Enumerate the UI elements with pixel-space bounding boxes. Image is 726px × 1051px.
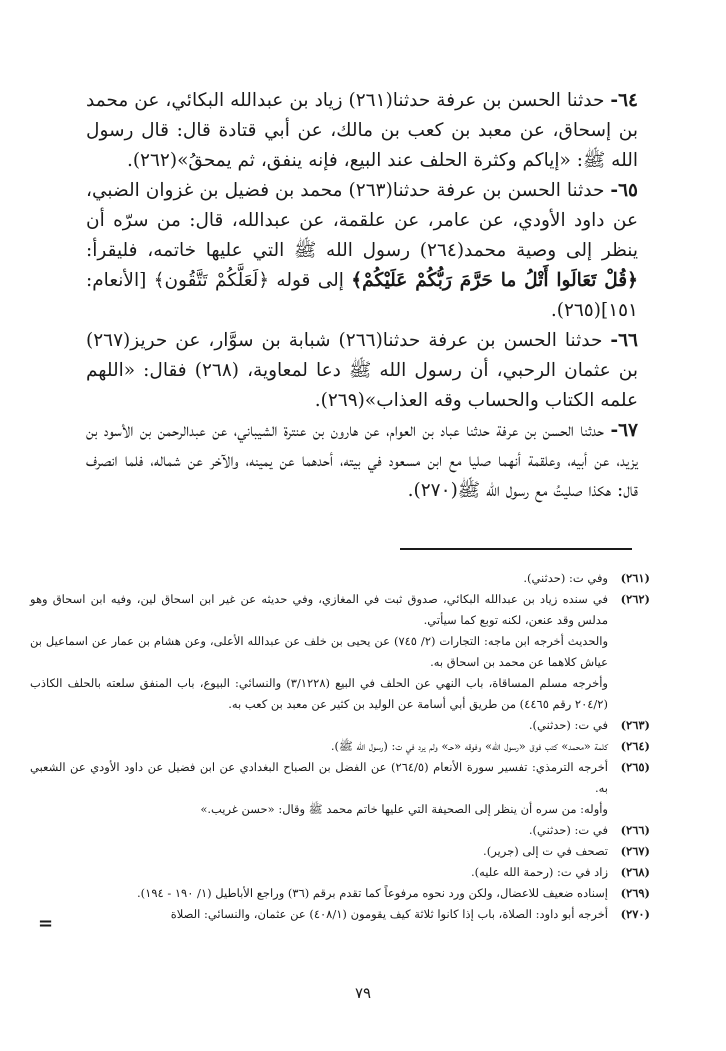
hadith-text: حدثنا الحسن بن عرفة حدثنا(٢٦٦) شبابة بن سوَّار، عن حريز(٢٦٧) بن عثمان الرحبي، أن رسول الله ﷺ دعا لمعاوية، (٢٦٨) فقال: «اللهم علمه الكتاب والحساب وقه العذاب»(٢٦٩). (86, 330, 638, 411)
hadith-67 (86, 416, 638, 506)
footnote-text: في ت: (حدثني). (528, 823, 608, 837)
hadith-text: حدثنا الحسن بن عرفة حدثنا(٢٦١) زياد بن عبدالله البكائي، عن محمد بن إسحاق، عن معبد بن كعب بن مالك، عن أبي قتادة قال: قال رسول الله ﷺ: «إياكم وكثرة الحلف عند البيع، فإنه ينفق، ثم يمحقُ»(٢٦٢). (86, 90, 638, 171)
footnote-text: وأخرجه مسلم المساقاة، باب النهي عن الحلف في البيع (٣/١٢٢٨) والنسائي: البيوع، باب المنفق سلعته بالحلف الكاذب (٢٠٤/٢ رقم ٤٤٦٥) من طريق أبي أسامة عن الوليد بن كثير عن معبد بن كعب به. (30, 676, 608, 711)
footnote-text: إسناده ضعيف للاعضال، ولكن ورد نحوه مرفوعاً كما تقدم برقم (٣٦) وراجع الأباطيل (١/ ١٩٠ - ١٩٤). (136, 886, 608, 900)
page-number: ٧٩ (354, 984, 372, 1002)
footnote-266 (30, 820, 650, 841)
footnote-text: زاد في ت: (رحمة الله عليه). (470, 865, 608, 879)
footnote-number: (٢٦٥) (620, 760, 650, 774)
footnote-divider (400, 548, 632, 550)
hadith-number: ٦٥- (610, 180, 638, 201)
footnote-text: وأوله: من سره أن ينظر إلى الصحيفة التي عليها خاتم محمد ﷺ وقال: «حسن غريب.» (200, 802, 608, 816)
footnote-text: أخرجه الترمذي: تفسير سورة الأنعام (٢٦٤/٥) عن الفضل بن الصباح البغدادي عن ابن فضيل عن داود الأودي عن الشعبي به. (30, 760, 608, 795)
footnote-number: (٢٦٢) (620, 592, 650, 606)
footnote-text: كلمة «محمد» كتب فوق «رسول الله» وفوقه «حـ» ولم يرد في ت: (رسول الله ﷺ). (330, 739, 608, 753)
footnote-text: أخرجه أبو داود: الصلاة، باب إذا كانوا ثلاثة كيف يقومون (٤٠٨/١) عن عثمان، والنسائي: الصلاة (170, 907, 608, 921)
footnote-261 (30, 568, 650, 589)
footnote-number: (٢٦٨) (620, 865, 650, 879)
footnote-267 (30, 841, 650, 862)
footnote-262-cont-1 (30, 631, 650, 673)
footnote-number: (٢٦٤) (620, 739, 650, 753)
footnote-number: (٢٦١) (620, 571, 650, 585)
hadith-number: ٦٦- (610, 330, 638, 351)
hadith-text: حدثنا الحسن بن عرفة حدثنا(٢٦٣) محمد بن فضيل بن غزوان الضبي، عن داود الأودي، عن عامر، عن علقمة، عن عبدالله، قال: من سرّه أن ينظر إلى وصية محمد(٢٦٤) رسول الله ﷺ التي عليها خاتمه، فليقرأ: (86, 180, 638, 261)
main-text (86, 86, 638, 506)
hadith-text-after: إلى قوله ﴿لَعَلَّكُمْ تَتَّقُون﴾ [الأنعام: ١٥١](٢٦٥). (86, 270, 638, 321)
quran-quote: ﴿قُلْ تَعَالَوا أَتْلُ ما حَرَّمَ رَبُّكُمْ عَلَيْكُمْ﴾ (351, 270, 638, 291)
hadith-65 (86, 176, 638, 326)
hadith-number: ٦٤- (610, 90, 638, 111)
footnote-number: (٢٦٦) (620, 823, 650, 837)
footnote-text: تصحف في ت إلى (جرير). (483, 844, 608, 858)
footnote-number: (٢٦٣) (620, 718, 650, 732)
footnote-262 (30, 589, 650, 631)
footnote-269 (30, 883, 650, 904)
footnote-text: وفي ت: (حدثني). (523, 571, 608, 585)
hadith-64 (86, 86, 638, 176)
footnote-number: (٢٧٠) (620, 907, 650, 921)
footnote-263 (30, 715, 650, 736)
footnote-text: في ت: (حدثني). (528, 718, 608, 732)
hadith-text: حدثنا الحسن بن عرفة حدثنا عباد بن العوام، عن هارون بن عنترة الشيباني، عن عبدالرحمن بن الأسود بن يزيد، عن أبيه، وعلقمة أنهما صليا مع ابن مسعود في بيته، أحدهما عن يمينه، والآخر عن شماله، فلما انصرف قال: هكذا صليتُ مع رسول الله ﷺ(٢٧٠). (86, 420, 638, 501)
hadith-66 (86, 326, 638, 416)
hadith-number: ٦٧- (610, 420, 638, 441)
continuation-mark: = (38, 913, 54, 934)
footnote-number: (٢٦٧) (620, 844, 650, 858)
footnote-265 (30, 757, 650, 799)
footnote-text: في سنده زياد بن عبدالله البكائي، صدوق ثبت في المغازي، وفي حديثه عن غير ابن اسحاق لين، وفيه ابن اسحاق وهو مدلس وقد عنعن، لكنه توبع كما سيأتي. (30, 592, 608, 627)
footnote-270 (30, 904, 650, 925)
footnote-264 (30, 736, 650, 757)
footnote-number: (٢٦٩) (620, 886, 650, 900)
footnote-text: والحديث أخرجه ابن ماجه: التجارات (٢/ ٧٤٥) عن يحيى بن خلف عن عبدالله الأعلى، وعن هشام بن عمار عن اسماعيل بن عياش كلاهما عن محمد بن اسحاق به. (30, 634, 608, 669)
footnote-265-cont (30, 799, 650, 820)
footnotes (30, 568, 650, 925)
footnote-268 (30, 862, 650, 883)
footnote-262-cont-2 (30, 673, 650, 715)
